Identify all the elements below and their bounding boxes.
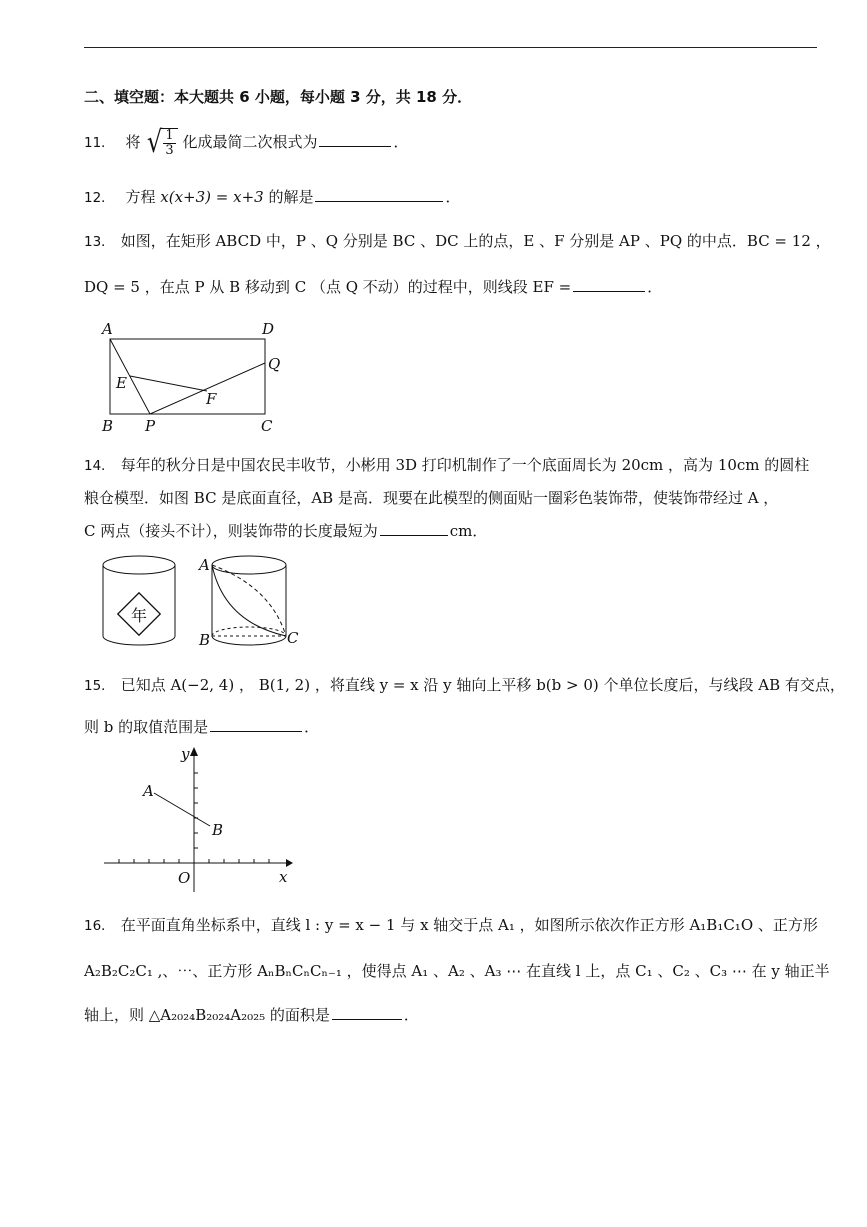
answer-blank[interactable] [315,187,443,202]
question-16-line3: 轴上，则 △A₂₀₂₄B₂₀₂₄A₂₀₂₅ 的面积是 ． [84,1006,419,1024]
label-A: A [102,320,113,338]
nian-character: 年 [131,606,148,625]
sqrt-expression: √ $\frac{1}{3}$ [145,128,177,158]
answer-blank[interactable] [573,277,645,292]
question-14-line3: C 两点（接头不计），则装饰带的长度最短为 cm． [84,522,488,540]
answer-blank[interactable] [332,1005,402,1020]
equation: x(x+3) = x+3 [160,188,264,206]
answer-blank[interactable] [319,132,391,147]
label-D: D [262,320,275,338]
question-13-line2: DQ = 5 ，在点 P 从 B 移动到 C （点 Q 不动）的过程中，则线段 EF = ． [84,278,663,296]
question-14-line1: 14． 每年的秋分日是中国农民丰收节，小彬用 3D 打印机制作了一个底面周长为 20cm ，高为 10cm 的圆柱 [84,456,810,474]
frac-numerator: 1 [165,128,174,143]
coordinate-figure [96,742,301,894]
question-number: 16． [84,918,115,934]
answer-blank[interactable] [380,521,448,536]
label-x: x [279,868,288,886]
label-y: y [181,745,190,763]
question-15-line2: 则 b 的取值范围是 ． [84,718,320,736]
question-11: 11． 将 √ $\frac{1}{3}$ 化成最简二次根式为 ． [84,125,409,160]
cylinder-figures [96,552,316,652]
label-O: O [178,869,191,887]
answer-blank[interactable] [210,717,302,732]
header-rule [84,47,817,48]
question-number: 11． [84,135,115,151]
question-14-line2: 粮仓模型．如图 BC 是底面直径，AB 是高．现要在此模型的侧面贴一圈彩色装饰带，使装饰带经过 A ， [84,489,779,507]
label-B: B [212,821,224,839]
rectangle-figure [96,316,296,436]
label-F: F [206,390,217,408]
label-B: B [199,631,211,649]
label-A: A [199,556,210,574]
question-number: 12． [84,190,115,206]
question-15-line1: 15． 已知点 A(−2, 4) ， B(1, 2) ，将直线 y = x 沿 y 轴向上平移 b(b > 0) 个单位长度后，与线段 AB 有交点， [84,676,845,694]
label-C: C [287,629,299,647]
question-12: 12． 方程 x(x+3) = x+3 的解是 ． [84,188,461,206]
section-heading: 二、填空题：本大题共 6 小题，每小题 3 分，共 18 分． [84,88,473,106]
frac-denominator: 3 [165,143,174,158]
q11-text-after: 化成最简二次根式为 [182,133,318,151]
question-number: 15． [84,678,115,694]
question-16-line1: 16． 在平面直角坐标系中，直线 l : y = x − 1 与 x 轴交于点 A₁ ，如图所示依次作正方形 A₁B₁C₁O 、正方形 [84,916,818,934]
question-13-line1: 13． 如图，在矩形 ABCD 中，P 、Q 分别是 BC 、DC 上的点，E 、F 分别是 AP 、PQ 的中点．BC = 12 ， [84,232,831,250]
label-P: P [145,417,156,435]
q11-text-before: 将 [125,133,141,151]
question-number: 13． [84,234,115,250]
question-number: 14． [84,458,115,474]
question-16-line2: A₂B₂C₂C₁ ,、⋯、正方形 AₙBₙCₙCₙ₋₁ ，使得点 A₁ 、A₂ 、A₃ ⋯ 在直线 l 上，点 C₁ 、C₂ 、C₃ ⋯ 在 y 轴正半 [84,962,830,980]
label-Q: Q [268,355,281,373]
label-B: B [102,417,114,435]
label-A: A [143,782,154,800]
label-C: C [261,417,273,435]
label-E: E [116,374,127,392]
